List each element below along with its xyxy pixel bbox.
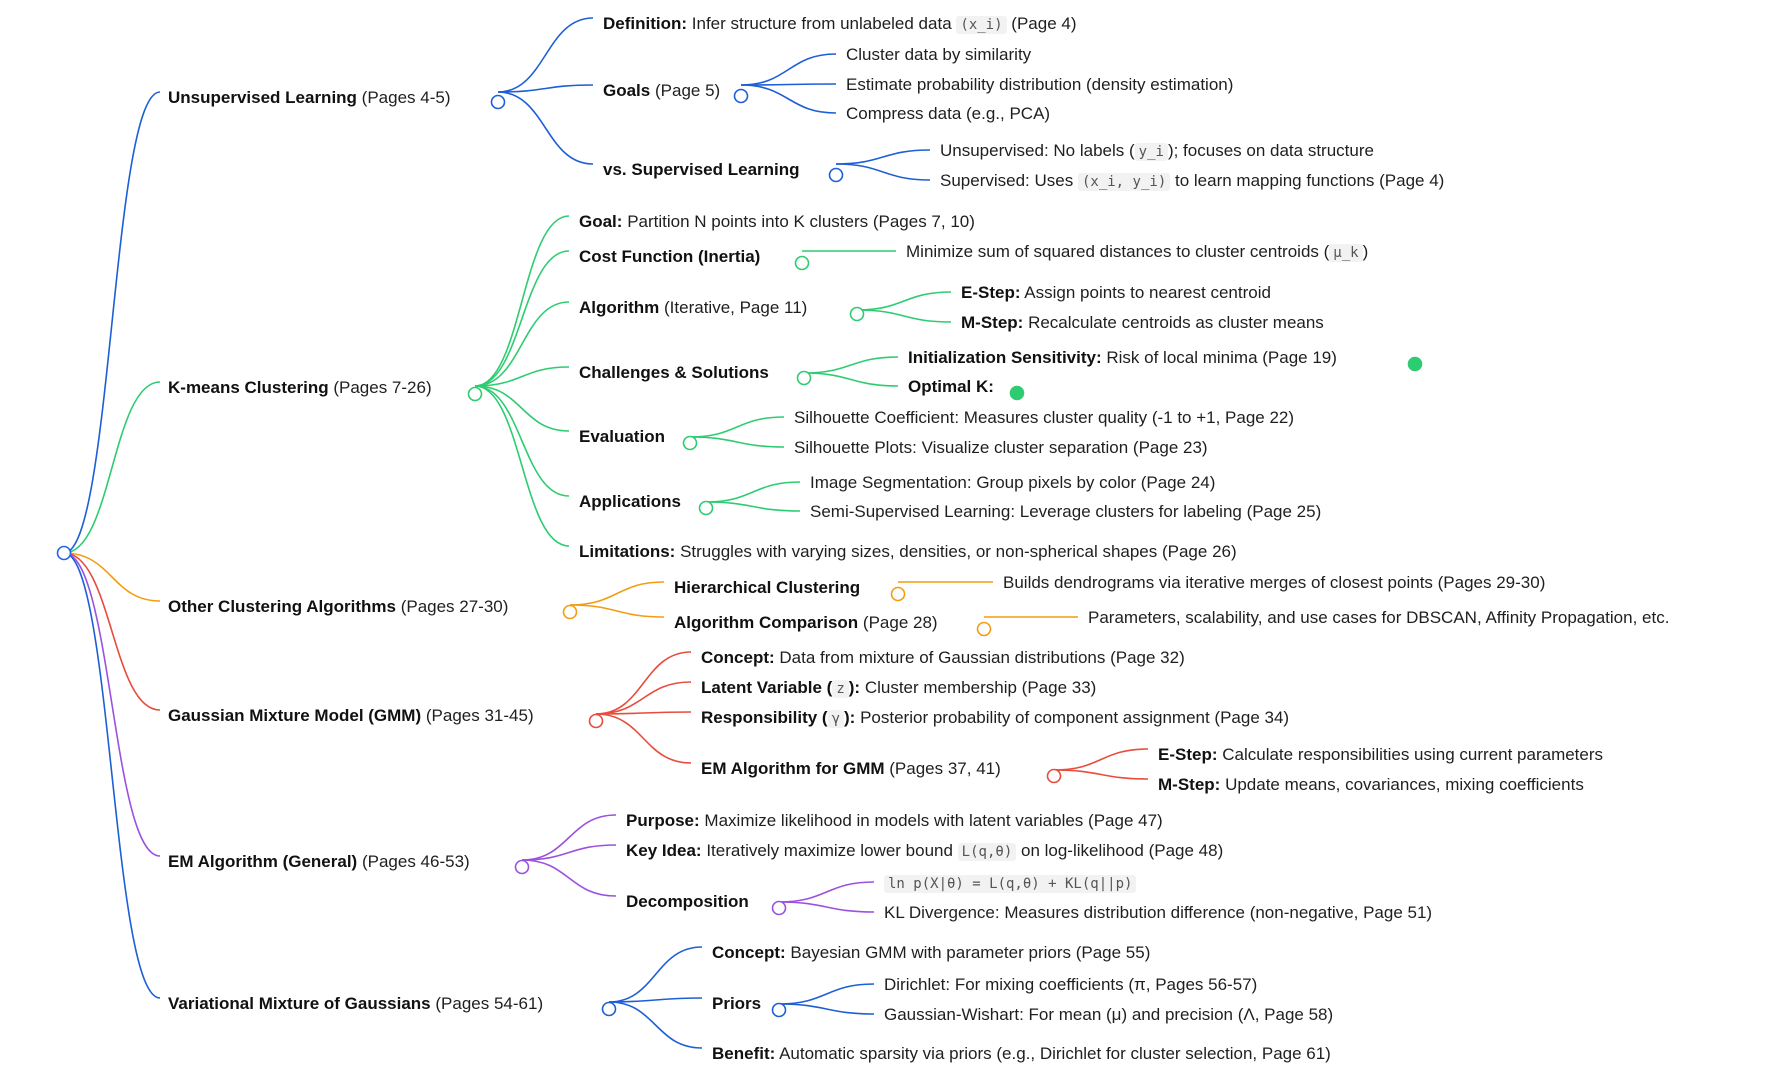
node-text: Silhouette Coefficient: Measures cluster quality (-1 to +1, Page 22) — [794, 408, 1295, 427]
node-title: ): — [848, 678, 861, 697]
branch-connector — [857, 310, 951, 322]
node-title: Algorithm — [579, 298, 660, 317]
branch-root-vmg — [64, 553, 160, 998]
collapse-toggle-icon[interactable] — [684, 437, 697, 450]
node-kmeans-semi-supervised[interactable] — [810, 502, 1321, 522]
node-text: Builds dendrograms via iterative merges of closest points (Pages 29-30) — [1003, 573, 1546, 592]
node-gmm-mstep[interactable] — [1158, 775, 1584, 795]
node-text: Minimize sum of squared distances to cluster centroids ( — [906, 242, 1330, 261]
node-note: (Pages 54-61) — [435, 994, 544, 1013]
node-title: Unsupervised Learning — [168, 88, 357, 107]
node-title: Goal: — [579, 212, 623, 231]
node-code: z — [832, 680, 848, 698]
node-text: Semi-Supervised Learning: Leverage clusters for labeling (Page 25) — [810, 502, 1322, 521]
node-text: Parameters, scalability, and use cases for DBSCAN, Affinity Propagation, etc. — [1088, 608, 1670, 627]
node-vmg-priors[interactable] — [712, 994, 761, 1014]
collapse-toggle-icon[interactable] — [735, 90, 748, 103]
collapse-toggle-icon[interactable] — [798, 372, 811, 385]
node-note: (Pages 7-26) — [333, 378, 432, 397]
node-title: Latent Variable ( — [701, 678, 833, 697]
node-code: γ — [828, 710, 844, 728]
node-text: ) — [1362, 242, 1369, 261]
node-kmeans-cost-function[interactable] — [579, 247, 760, 267]
branch-connector — [706, 502, 800, 511]
branch-connector — [741, 85, 836, 113]
branch-connector — [741, 54, 836, 85]
node-em-formula[interactable] — [884, 873, 1136, 894]
node-variational-mog[interactable] — [168, 994, 543, 1014]
node-text: Data from mixture of Gaussian distributions (Page 32) — [779, 648, 1185, 667]
collapse-toggle-icon[interactable] — [516, 861, 529, 874]
node-code: y_i — [1135, 143, 1168, 161]
node-title: M-Step: — [961, 313, 1024, 332]
branch-root-other — [64, 553, 160, 601]
collapse-toggle-icon[interactable] — [773, 1004, 786, 1017]
node-kmeans-challenges[interactable] — [579, 363, 769, 383]
branch-connector — [475, 302, 569, 386]
branch-connector — [498, 92, 593, 164]
node-title: K-means Clustering — [168, 378, 329, 397]
branch-connector — [475, 386, 569, 546]
node-title: Initialization Sensitivity: — [908, 348, 1102, 367]
branch-connector — [779, 1004, 874, 1014]
node-title: Decomposition — [626, 892, 749, 911]
node-title: Concept: — [712, 943, 786, 962]
branch-connector — [1054, 770, 1148, 779]
node-kmeans-cost-desc[interactable] — [906, 242, 1368, 263]
node-text: Maximize likelihood in models with latent variables (Page 47) — [704, 811, 1163, 830]
node-code: μ_k — [1329, 244, 1362, 262]
node-goal-density[interactable] — [846, 75, 1233, 95]
branch-connector — [475, 216, 569, 386]
node-vs-supervised-desc[interactable] — [940, 171, 1444, 192]
node-hierarchical-clustering[interactable] — [674, 578, 860, 598]
node-code: (x_i) — [956, 16, 1006, 34]
node-title: Applications — [579, 492, 682, 511]
node-text: Recalculate centroids as cluster means — [1028, 313, 1324, 332]
node-text: Dirichlet: For mixing coefficients (π, Pages 56-57) — [884, 975, 1258, 994]
collapse-toggle-icon[interactable] — [564, 606, 577, 619]
node-kmeans-silhouette-coef[interactable] — [794, 408, 1294, 428]
node-text: Partition N points into K clusters (Pages 7, 10) — [627, 212, 975, 231]
node-text: Silhouette Plots: Visualize cluster separation (Page 23) — [794, 438, 1208, 457]
node-title: EM Algorithm for GMM — [701, 759, 885, 778]
collapse-toggle-icon[interactable] — [1048, 770, 1061, 783]
branch-connector — [836, 150, 930, 164]
node-kmeans-optimal-k[interactable] — [908, 377, 994, 397]
branch-connector — [779, 984, 874, 1004]
node-title: Cost Function (Inertia) — [579, 247, 761, 266]
branch-connector — [522, 860, 616, 896]
node-gmm-latent-variable[interactable] — [701, 678, 1096, 699]
node-title: E-Step: — [1158, 745, 1218, 764]
node-text: Cluster data by similarity — [846, 45, 1032, 64]
node-hierarchical-desc[interactable] — [1003, 573, 1545, 593]
branch-connector — [706, 482, 800, 502]
node-text: Unsupervised: No labels ( — [940, 141, 1135, 160]
node-text: Update means, covariances, mixing coefficients — [1225, 775, 1584, 794]
node-note: (Page 5) — [654, 81, 721, 100]
branch-connector — [779, 882, 874, 902]
branch-connector — [609, 947, 702, 1002]
node-title: Gaussian Mixture Model (GMM) — [168, 706, 422, 725]
branch-root-kmeans — [64, 382, 160, 553]
expand-toggle-filled-icon[interactable] — [1011, 387, 1024, 400]
node-text: to learn mapping functions (Page 4) — [1175, 171, 1445, 190]
node-text: Image Segmentation: Group pixels by color (Page 24) — [810, 473, 1216, 492]
node-title: Benefit: — [712, 1044, 776, 1063]
collapse-toggle-icon[interactable] — [603, 1003, 616, 1016]
node-title: M-Step: — [1158, 775, 1221, 794]
node-text: on log-likelihood (Page 48) — [1020, 841, 1224, 860]
node-goal-compress[interactable] — [846, 104, 1050, 124]
node-note: (Page 4) — [1011, 14, 1077, 33]
node-vs-unsupervised[interactable] — [940, 141, 1374, 162]
branch-connector — [804, 357, 898, 373]
node-title: Other Clustering Algorithms — [168, 597, 396, 616]
node-goal-cluster[interactable] — [846, 45, 1031, 65]
branch-connector — [609, 1002, 702, 1048]
node-text: Assign points to nearest centroid — [1024, 283, 1271, 302]
node-note: (Pages 37, 41) — [889, 759, 1001, 778]
node-note: (Pages 27-30) — [400, 597, 509, 616]
node-title: Hierarchical Clustering — [674, 578, 861, 597]
node-title: EM Algorithm (General) — [168, 852, 358, 871]
branch-connector — [498, 85, 593, 92]
node-other-clustering[interactable] — [168, 597, 508, 617]
node-title: Limitations: — [579, 542, 676, 561]
node-note: (Page 28) — [862, 613, 938, 632]
branch-connector — [570, 605, 664, 617]
node-kmeans-limitations[interactable] — [579, 542, 1237, 562]
node-kmeans-clustering[interactable] — [168, 378, 432, 398]
node-kmeans-init-sensitivity[interactable] — [908, 348, 1337, 368]
node-kmeans-estep[interactable] — [961, 283, 1271, 303]
branch-connector — [475, 251, 569, 386]
node-em-kl-divergence[interactable] — [884, 903, 1432, 923]
branch-connector — [690, 417, 784, 437]
node-kmeans-goal[interactable] — [579, 212, 975, 232]
branch-connector — [690, 437, 784, 447]
node-text: Infer structure from unlabeled data — [691, 14, 952, 33]
collapse-toggle-icon[interactable] — [851, 308, 864, 321]
node-unsupervised-learning[interactable] — [168, 88, 451, 108]
node-gmm-em-algorithm[interactable] — [701, 759, 1001, 779]
node-algorithm-comparison[interactable] — [674, 613, 938, 633]
node-vs-supervised[interactable] — [603, 160, 800, 180]
node-title: Goals — [603, 81, 651, 100]
node-text: Gaussian-Wishart: For mean (μ) and precision (Λ, Page 58) — [884, 1005, 1334, 1024]
node-em-decomposition[interactable] — [626, 892, 749, 912]
branch-connector — [596, 714, 691, 763]
node-text: ); focuses on data structure — [1167, 141, 1374, 160]
collapse-toggle-icon[interactable] — [773, 902, 786, 915]
collapse-toggle-icon[interactable] — [492, 96, 505, 109]
branch-connector — [475, 386, 569, 431]
node-note: (Iterative, Page 11) — [664, 298, 808, 317]
root-toggle-icon[interactable] — [58, 547, 71, 560]
node-code: ln p(X|θ) = L(q,θ) + KL(q||p) — [884, 875, 1136, 893]
node-text: Automatic sparsity via priors (e.g., Dirichlet for cluster selection, Page 61) — [779, 1044, 1331, 1063]
node-kmeans-image-segmentation[interactable] — [810, 473, 1215, 493]
node-text: Iteratively maximize lower bound — [706, 841, 953, 860]
node-kmeans-evaluation[interactable] — [579, 427, 665, 447]
node-text: KL Divergence: Measures distribution difference (non-negative, Page 51) — [884, 903, 1433, 922]
node-title: Variational Mixture of Gaussians — [168, 994, 431, 1013]
node-title: E-Step: — [961, 283, 1021, 302]
node-vmg-dirichlet[interactable] — [884, 975, 1257, 995]
node-gmm-concept[interactable] — [701, 648, 1185, 668]
branch-connector — [779, 902, 874, 912]
node-vmg-benefit[interactable] — [712, 1044, 1331, 1064]
branch-connector — [475, 386, 569, 496]
collapse-toggle-icon[interactable] — [590, 715, 603, 728]
node-title: Definition: — [603, 14, 688, 33]
node-title: Concept: — [701, 648, 775, 667]
branch-connector — [857, 292, 951, 310]
node-vmg-gaussian-wishart[interactable] — [884, 1005, 1333, 1025]
node-kmeans-silhouette-plots[interactable] — [794, 438, 1208, 458]
collapse-toggle-icon[interactable] — [796, 257, 809, 270]
node-text: Struggles with varying sizes, densities, or non-spherical shapes (Page 26) — [680, 542, 1237, 561]
node-code: L(q,θ) — [958, 843, 1017, 861]
node-gmm[interactable] — [168, 706, 534, 726]
node-title: Optimal K: — [908, 377, 994, 396]
branch-connector — [836, 164, 930, 180]
node-em-purpose[interactable] — [626, 811, 1163, 831]
node-title: Challenges & Solutions — [579, 363, 769, 382]
node-note: (Pages 46-53) — [361, 852, 470, 871]
collapse-toggle-icon[interactable] — [892, 588, 905, 601]
collapse-toggle-icon[interactable] — [469, 388, 482, 401]
node-kmeans-mstep[interactable] — [961, 313, 1324, 333]
node-gmm-estep[interactable] — [1158, 745, 1603, 765]
node-text: Supervised: Uses — [940, 171, 1074, 190]
collapse-toggle-icon[interactable] — [830, 169, 843, 182]
node-code: (x_i, y_i) — [1078, 173, 1170, 191]
node-title: Algorithm Comparison — [674, 613, 859, 632]
node-text: Calculate responsibilities using current parameters — [1222, 745, 1604, 764]
node-note: (Pages 31-45) — [425, 706, 534, 725]
expand-toggle-filled-icon[interactable] — [1409, 358, 1422, 371]
node-title: vs. Supervised Learning — [603, 160, 800, 179]
node-title: ): — [844, 708, 856, 727]
branch-connector — [570, 582, 664, 605]
node-note: (Pages 4-5) — [361, 88, 451, 107]
branch-connector — [1054, 749, 1148, 770]
node-goals[interactable] — [603, 81, 720, 101]
branch-connector — [804, 373, 898, 386]
collapse-toggle-icon[interactable] — [700, 502, 713, 515]
branch-root-unsupervised — [64, 92, 160, 553]
node-algorithm-comparison-desc[interactable] — [1088, 608, 1669, 628]
collapse-toggle-icon[interactable] — [978, 623, 991, 636]
node-text: Posterior probability of component assignment (Page 34) — [860, 708, 1290, 727]
node-text: Risk of local minima (Page 19) — [1106, 348, 1337, 367]
node-text: Cluster membership (Page 33) — [864, 678, 1097, 697]
node-em-key-idea[interactable] — [626, 841, 1223, 862]
node-kmeans-applications[interactable] — [579, 492, 681, 512]
node-title: Key Idea: — [626, 841, 702, 860]
node-em-general[interactable] — [168, 852, 470, 872]
node-text: Bayesian GMM with parameter priors (Page 55) — [790, 943, 1151, 962]
node-title: Evaluation — [579, 427, 665, 446]
node-text: Estimate probability distribution (density estimation) — [846, 75, 1234, 94]
node-vmg-concept[interactable] — [712, 943, 1150, 963]
node-text: Compress data (e.g., PCA) — [846, 104, 1051, 123]
node-gmm-responsibility[interactable] — [701, 708, 1289, 729]
node-kmeans-algorithm[interactable] — [579, 298, 807, 318]
branch-connector — [596, 682, 691, 714]
branch-connector — [498, 18, 593, 92]
node-title: Responsibility ( — [701, 708, 828, 727]
node-definition[interactable] — [603, 14, 1076, 35]
node-title: Purpose: — [626, 811, 700, 830]
node-title: Priors — [712, 994, 762, 1013]
